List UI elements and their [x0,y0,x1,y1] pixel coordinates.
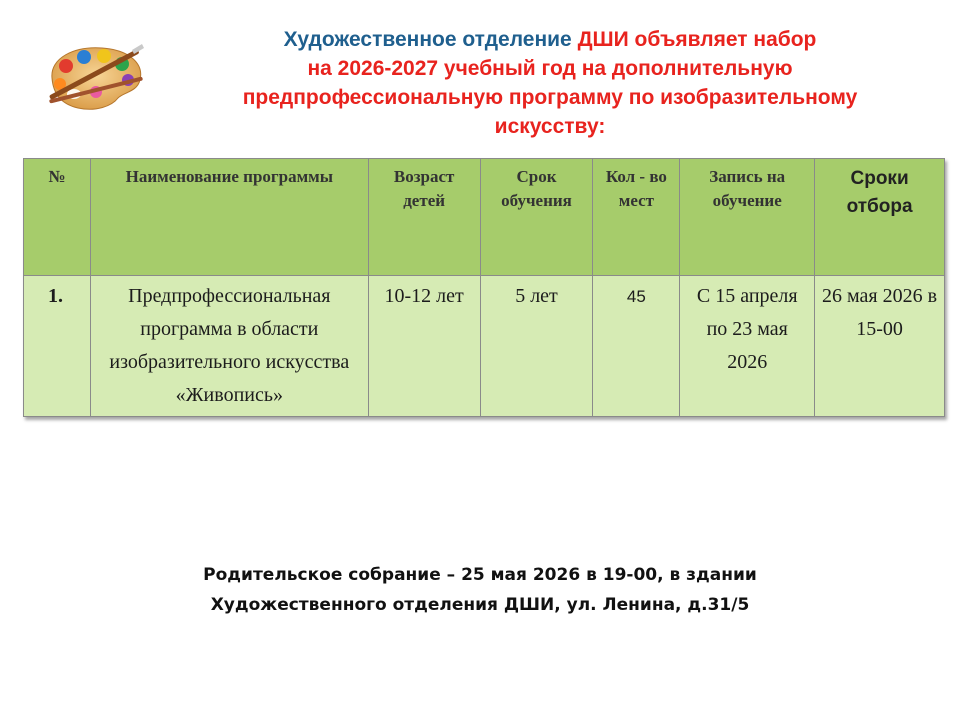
header-number: № [24,159,91,276]
row-age: 10-12 лет [368,276,480,417]
announcement-title [180,25,920,141]
header-program-name: Наименование программы [90,159,368,276]
title-line-3: предпрофессиональную программу по изобразительному [242,86,858,109]
programs-table [23,158,945,417]
row-program-name: Предпрофессиональная программа в области изобразительного искусства «Живопись» [90,276,368,417]
row-places: 45 [593,276,680,417]
header-enrollment: Запись на обучение [680,159,815,276]
row-duration: 5 лет [480,276,593,417]
row-number: 1. [24,276,91,417]
row-enrollment: С 15 апреля по 23 мая 2026 [680,276,815,417]
title-line-4: искусству: [494,115,606,138]
title-department: Художественное отделение [283,28,572,51]
header-age: Возраст детей [368,159,480,276]
footer-line-1: Родительское собрание – 25 мая 2026 в 19-00, в здании [203,565,757,585]
title-line-2: на 2026-2027 учебный год на дополнительную [307,57,793,80]
paint-palette-icon [44,42,148,114]
table-row [24,276,945,417]
footer-line-2: Художественного отделения ДШИ, ул. Ленина, д.31/5 [210,595,750,615]
header-selection-dates: Сроки отбора [815,159,945,276]
title-school: ДШИ объявляет набор [577,28,817,51]
row-selection-dates: 26 мая 2026 в 15-00 [815,276,945,417]
header-places: Кол - во мест [593,159,680,276]
header-duration: Срок обучения [480,159,593,276]
parent-meeting-notice [120,560,840,620]
table-header-row [24,159,945,276]
